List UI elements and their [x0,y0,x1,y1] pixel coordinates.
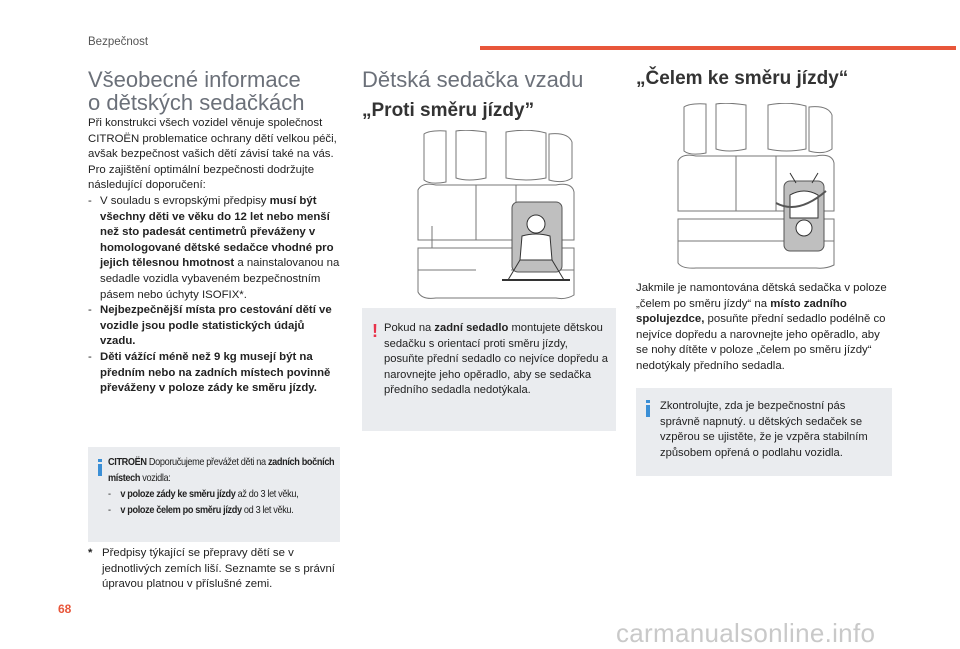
list-item: - V souladu s evropskými předpisy musí být všechny děti ve věku do 12 let nebo menší než sto padesát centimetrů převáženy v homologované dětské sedačce vhodné pro jejich tělesnou hmotnost a nainstalovanou na sedadle vozidla vybaveném bezpečnostním pásem nebo úchyty ISOFIX*. [88,194,340,301]
warning-text: Pokud na zadní sedadlo montujete dětskou sedačku s orientací proti směru jízdy, posuňte přední sedadlo co nejvíce dopředu a narovnejte jeho opěradlo, aby se sedačka předního sedadla nedotýkala. [384,322,608,397]
rear-seat-title: Dětská sedačka vzadu [362,67,584,92]
general-info-title: Všeobecné informace o dětských sedačkách [88,67,305,115]
info-icon [95,459,105,474]
general-info-body [88,116,340,397]
info-note-text: CITROËN Doporučujeme převážet děti na zadních bočních místech vozidla: - v poloze zády ke směru jízdy až do 3 let věku, - v poloze čelem po směru jízdy od 3 let věku. [108,457,335,516]
forward-facing-paragraph: Jakmile je namontována dětská sedačka v poloze „čelem po směru jízdy“ na místo zadního spolujezdce, posuňte přední sedadlo podélně co nejvíce dopředu a narovnejte jeho opěradlo, aby se nohy dítěte v poloze „čelem po směru jízdy“ nedotýkaly předního sedadla. [636,282,887,372]
page-number: 68 [58,602,72,616]
warning-note-box [362,308,616,431]
info-icon [643,400,653,415]
forward-facing-subtitle: „Čelem ke směru jízdy“ [636,68,849,89]
section-header: Bezpečnost [88,36,149,48]
rear-facing-illustration [416,130,576,302]
forward-facing-illustration [676,103,838,271]
footnote: * Předpisy týkající se přepravy dětí se v jednotlivých zemích liší. Seznamte se s právní úpravou platnou v příslušné zemi. [88,547,335,591]
list-item: - Nejbezpečnější místa pro cestování dětí ve vozidle jsou podle statistických údajů vzadu. [88,304,332,348]
info-note-box [88,447,340,542]
header-accent-bar [480,46,956,50]
info-note-text: Zkontrolujte, zda je bezpečnostní pás správně napnutý. u dětských sedaček se vzpěrou se ujistěte, že je vzpěra stabilním způsobem opřená o podlahu vozidla. [660,400,868,459]
info-note-box [636,388,892,476]
intro-paragraph: Při konstrukci všech vozidel věnuje společnost CITROËN problematice ochrany dětí velkou péči, avšak bezpečnost vašich dětí závisí také na vás. [88,117,337,161]
list-item: - Děti vážící méně než 9 kg musejí být na předním nebo na zadních místech povinně převáženy v poloze zády ke směru jízdy. [88,350,331,395]
watermark: carmanualsonline.info [616,618,876,648]
warning-icon: ! [372,321,378,341]
rear-facing-subtitle: „Proti směru jízdy” [362,100,535,121]
recommendation-intro: Pro zajištění optimální bezpečnosti dodržujte následující doporučení: [88,163,315,192]
